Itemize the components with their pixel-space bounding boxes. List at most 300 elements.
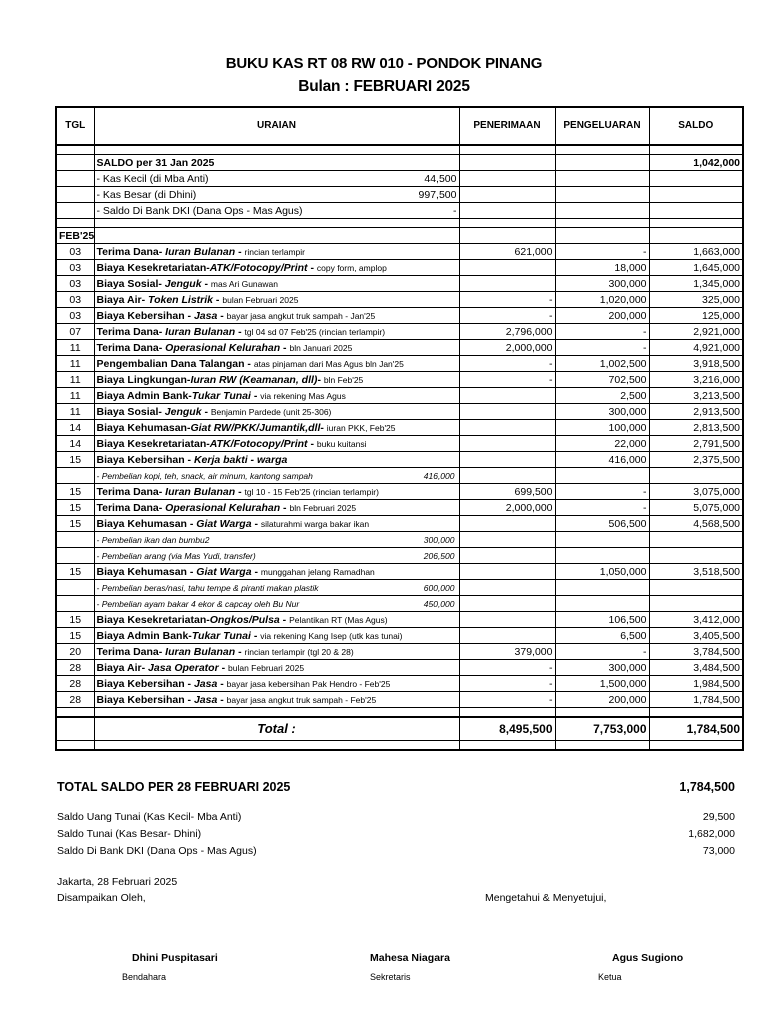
ledger-row (56, 260, 743, 276)
row-saldo: 5,075,000 (649, 500, 743, 516)
row-penerimaan: - (459, 692, 555, 708)
row-item: ATK/Fotocopy/Print (209, 261, 308, 274)
row-item: Tukar Tunai (191, 629, 251, 642)
row-note: iuran PKK, Feb'25 (326, 422, 396, 433)
row-date: 14 (56, 420, 94, 436)
row-penerimaan: - (459, 676, 555, 692)
place-date: Jakarta, 28 Februari 2025 (57, 876, 178, 888)
row-date: 11 (56, 340, 94, 356)
row-category: Biaya Kebersihan - (96, 453, 194, 466)
sub-item-amount: 600,000 (423, 582, 455, 593)
row-saldo: 2,791,500 (649, 436, 743, 452)
row-saldo: 3,518,500 (649, 564, 743, 580)
row-category: Biaya Admin Bank- (96, 389, 192, 402)
col-header-saldo: SALDO (649, 107, 743, 145)
row-description (94, 516, 459, 532)
row-saldo: 325,000 (649, 292, 743, 308)
row-separator: - (235, 645, 245, 658)
row-note: mas Ari Gunawan (210, 278, 278, 289)
row-note: Pelantikan RT (Mas Agus) (289, 614, 388, 625)
row-separator: - (201, 405, 211, 418)
row-penerimaan (459, 420, 555, 436)
signer-role-ketua: Ketua (598, 972, 622, 982)
row-saldo: 4,921,000 (649, 340, 743, 356)
row-separator: - (244, 357, 254, 370)
row-description (94, 244, 459, 260)
row-date: 15 (56, 516, 94, 532)
sub-item-row (56, 548, 743, 564)
row-penerimaan: - (459, 372, 555, 388)
row-category: Biaya Air- (96, 661, 149, 674)
ledger-row (56, 404, 743, 420)
row-penerimaan (459, 388, 555, 404)
row-separator: - (235, 245, 245, 258)
ledger-row (56, 308, 743, 324)
document-subtitle: Bulan : FEBRUARI 2025 (298, 78, 470, 95)
row-item: Iuran Bulanan (165, 325, 236, 338)
header-row (56, 107, 743, 145)
row-separator: - (213, 293, 223, 306)
row-category: Biaya Admin Bank- (96, 629, 192, 642)
row-separator: - (217, 677, 227, 690)
row-saldo: 3,405,500 (649, 628, 743, 644)
row-note: tgl 04 sd 07 Feb'25 (rincian terlampir) (244, 326, 386, 337)
row-item: Giat Warga (196, 565, 252, 578)
row-description (94, 404, 459, 420)
row-note: bayar jasa angkut truk sampah - Jan'25 (226, 310, 376, 321)
row-date: 03 (56, 260, 94, 276)
sub-item-row (56, 468, 743, 484)
row-pengeluaran: - (555, 324, 649, 340)
row-saldo: 3,216,000 (649, 372, 743, 388)
row-item: Giat Warga (196, 517, 252, 530)
sub-item-row (56, 596, 743, 612)
ledger-row (56, 564, 743, 580)
row-date: 15 (56, 628, 94, 644)
row-separator: - (320, 421, 327, 434)
total-label: Total : (94, 717, 459, 741)
ledger-row (56, 676, 743, 692)
summary-line-amount: 73,000 (702, 845, 735, 857)
row-penerimaan (459, 260, 555, 276)
opening-label: SALDO per 31 Jan 2025 (94, 155, 459, 171)
row-pengeluaran: 6,500 (555, 628, 649, 644)
row-separator: - (250, 629, 261, 642)
row-separator: - (317, 373, 324, 386)
total-pengeluaran: 7,753,000 (555, 717, 649, 741)
row-saldo: 4,568,500 (649, 516, 743, 532)
row-category: Terima Dana- (96, 485, 166, 498)
row-pengeluaran: 300,000 (555, 660, 649, 676)
row-saldo: 1,345,000 (649, 276, 743, 292)
row-saldo: 3,412,000 (649, 612, 743, 628)
row-date: 11 (56, 388, 94, 404)
ledger-row (56, 356, 743, 372)
blank-row (56, 708, 743, 718)
row-description (94, 500, 459, 516)
ledger-row (56, 340, 743, 356)
row-category: Terima Dana- (96, 325, 166, 338)
row-pengeluaran: - (555, 644, 649, 660)
row-category: Biaya Kehumasan- (96, 421, 191, 434)
sub-item-desc: - Pembelian arang (via Mas Yudi, transfer) (96, 550, 256, 561)
ledger-row (56, 628, 743, 644)
row-date: 28 (56, 660, 94, 676)
ledger-row (56, 516, 743, 532)
opening-saldo: 1,042,000 (649, 155, 743, 171)
row-description (94, 452, 459, 468)
section-label: FEB'25 (56, 228, 94, 244)
row-pengeluaran: 100,000 (555, 420, 649, 436)
ledger-row (56, 420, 743, 436)
row-description (94, 644, 459, 660)
row-item: Iuran Bulanan (165, 245, 236, 258)
row-separator: - (250, 389, 261, 402)
row-saldo: 3,918,500 (649, 356, 743, 372)
row-category: Biaya Kebersihan - (96, 693, 194, 706)
row-saldo: 2,813,500 (649, 420, 743, 436)
total-penerimaan: 8,495,500 (459, 717, 555, 741)
opening-item-label: - Kas Kecil (di Mba Anti) (96, 172, 209, 185)
ledger-row (56, 436, 743, 452)
row-penerimaan (459, 564, 555, 580)
blank-row (56, 741, 743, 751)
row-penerimaan: 379,000 (459, 644, 555, 660)
row-separator: - (235, 325, 245, 338)
row-item: Tukar Tunai (191, 389, 251, 402)
row-pengeluaran: 22,000 (555, 436, 649, 452)
summary-line-label: Saldo Tunai (Kas Besar- Dhini) (57, 828, 202, 840)
row-pengeluaran: - (555, 500, 649, 516)
row-penerimaan: 699,500 (459, 484, 555, 500)
row-separator: - (280, 501, 290, 514)
row-item: Operasional Kelurahan (165, 341, 281, 354)
row-item: Iuran Bulanan (165, 485, 236, 498)
row-description (94, 260, 459, 276)
row-separator: - (280, 341, 290, 354)
row-date: 03 (56, 292, 94, 308)
sub-item-desc: - Pembelian ayam bakar 4 ekor & capcay oleh Bu Nur (96, 598, 300, 609)
opening-row (56, 155, 743, 171)
row-pengeluaran: 2,500 (555, 388, 649, 404)
row-pengeluaran: - (555, 484, 649, 500)
row-date: 11 (56, 372, 94, 388)
row-pengeluaran: 200,000 (555, 308, 649, 324)
row-item: Kerja bakti - warga (193, 453, 288, 466)
row-date: 28 (56, 676, 94, 692)
row-separator: - (307, 261, 317, 274)
row-category: Biaya Kebersihan - (96, 677, 194, 690)
row-category: Biaya Kesekretariatan- (96, 261, 210, 274)
row-penerimaan: - (459, 660, 555, 676)
row-separator: - (217, 309, 227, 322)
row-pengeluaran: - (555, 244, 649, 260)
row-saldo: 1,784,500 (649, 692, 743, 708)
summary-total: 1,784,500 (679, 780, 735, 794)
approved-label: Mengetahui & Menyetujui, (485, 892, 607, 904)
row-date: 20 (56, 644, 94, 660)
row-penerimaan (459, 628, 555, 644)
row-penerimaan (459, 452, 555, 468)
opening-item-label: - Saldo Di Bank DKI (Dana Ops - Mas Agus) (96, 204, 303, 217)
row-note: silaturahmi warga bakar ikan (260, 518, 370, 529)
row-note: atas pinjaman dari Mas Agus bln Jan'25 (253, 358, 404, 369)
row-penerimaan (459, 436, 555, 452)
row-description (94, 356, 459, 372)
sub-item-amount: 300,000 (423, 534, 455, 545)
row-category: Terima Dana- (96, 341, 166, 354)
row-category: Pengembalian Dana Talangan (96, 357, 245, 370)
signer-name-bendahara: Dhini Puspitasari (132, 952, 218, 964)
row-pengeluaran: 1,002,500 (555, 356, 649, 372)
ledger-row (56, 324, 743, 340)
row-pengeluaran: 300,000 (555, 276, 649, 292)
row-pengeluaran: 200,000 (555, 692, 649, 708)
sub-item-amount: 206,500 (423, 550, 455, 561)
row-penerimaan (459, 516, 555, 532)
row-saldo: 2,913,500 (649, 404, 743, 420)
summary-line-amount: 1,682,000 (688, 828, 735, 840)
row-penerimaan (459, 612, 555, 628)
row-description (94, 692, 459, 708)
row-note: munggahan jelang Ramadhan (260, 566, 375, 577)
row-penerimaan: 2,796,000 (459, 324, 555, 340)
row-pengeluaran: 106,500 (555, 612, 649, 628)
row-pengeluaran: 18,000 (555, 260, 649, 276)
row-item: Jenguk (164, 405, 202, 418)
signer-name-sekretaris: Mahesa Niagara (370, 952, 450, 964)
opening-item (56, 171, 743, 187)
row-saldo: 3,213,500 (649, 388, 743, 404)
blank-row (56, 219, 743, 228)
signer-role-sekretaris: Sekretaris (370, 972, 411, 982)
ledger-row (56, 644, 743, 660)
row-category: Biaya Sosial- (96, 277, 165, 290)
row-pengeluaran: 1,500,000 (555, 676, 649, 692)
row-penerimaan: - (459, 292, 555, 308)
ledger-row (56, 244, 743, 260)
col-header-pengeluaran: PENGELUARAN (555, 107, 649, 145)
ledger-row (56, 484, 743, 500)
row-category: Biaya Kebersihan - (96, 309, 194, 322)
row-note: bayar jasa kebersihan Pak Hendro - Feb'25 (226, 678, 391, 689)
sub-item-amount: 450,000 (423, 598, 455, 609)
row-item: Jasa (193, 677, 218, 690)
row-date: 15 (56, 500, 94, 516)
row-description (94, 324, 459, 340)
opening-item-amount: 997,500 (418, 188, 457, 201)
row-separator: - (217, 693, 227, 706)
sub-item-desc: - Pembelian kopi, teh, snack, air minum, kantong sampah (96, 470, 313, 481)
col-header-uraian: URAIAN (94, 107, 459, 145)
row-item: Operasional Kelurahan (165, 501, 281, 514)
row-note: copy form, amplop (316, 262, 387, 273)
row-category: Biaya Lingkungan- (96, 373, 191, 386)
row-item: Jasa Operator (148, 661, 219, 674)
summary-title: TOTAL SALDO PER 28 FEBRUARI 2025 (57, 780, 291, 794)
signer-name-ketua: Agus Sugiono (612, 952, 684, 964)
row-note: rincian terlampir (tgl 20 & 28) (244, 646, 354, 657)
row-description (94, 628, 459, 644)
row-item: Iuran Bulanan (165, 645, 236, 658)
row-separator: - (235, 485, 245, 498)
row-note: Benjamin Pardede (unit 25-306) (210, 406, 332, 417)
row-description (94, 340, 459, 356)
summary-line-label: Saldo Uang Tunai (Kas Kecil- Mba Anti) (57, 811, 242, 823)
row-penerimaan: 2,000,000 (459, 340, 555, 356)
opening-item-amount: 44,500 (424, 172, 457, 185)
row-date: 15 (56, 484, 94, 500)
ledger-row (56, 276, 743, 292)
row-penerimaan: - (459, 356, 555, 372)
row-description (94, 292, 459, 308)
row-item: Iuran RW (Keamanan, dll) (190, 373, 318, 386)
row-saldo: 2,921,000 (649, 324, 743, 340)
row-description (94, 612, 459, 628)
row-description (94, 388, 459, 404)
row-category: Biaya Kesekretariatan- (96, 437, 210, 450)
document-title: BUKU KAS RT 08 RW 010 - PONDOK PINANG (225, 55, 543, 72)
row-pengeluaran: 702,500 (555, 372, 649, 388)
ledger-row (56, 292, 743, 308)
ledger-row (56, 660, 743, 676)
row-note: via rekening Mas Agus (260, 390, 346, 401)
row-note: bln Januari 2025 (289, 342, 353, 353)
row-date: 11 (56, 404, 94, 420)
total-saldo: 1,784,500 (649, 717, 743, 741)
row-pengeluaran: 416,000 (555, 452, 649, 468)
row-penerimaan: 2,000,000 (459, 500, 555, 516)
col-header-tgl: TGL (56, 107, 94, 145)
row-date: 03 (56, 244, 94, 260)
sub-item-desc: - Pembelian ikan dan bumbu2 (96, 534, 210, 545)
row-saldo: 1,663,000 (649, 244, 743, 260)
sub-item-desc: - Pembelian beras/nasi, tahu tempe & piranti makan plastik (96, 582, 319, 593)
submitted-by-label: Disampaikan Oleh, (57, 892, 146, 904)
ledger-row (56, 388, 743, 404)
row-note: bln Feb'25 (323, 374, 364, 385)
row-penerimaan: 621,000 (459, 244, 555, 260)
row-item: ATK/Fotocopy/Print (209, 437, 308, 450)
row-separator: - (307, 437, 317, 450)
row-category: Terima Dana- (96, 245, 166, 258)
row-description (94, 564, 459, 580)
row-saldo: 3,484,500 (649, 660, 743, 676)
row-separator: - (218, 661, 229, 674)
opening-item-label: - Kas Besar (di Dhini) (96, 188, 197, 201)
row-category: Biaya Kehumasan - (96, 565, 197, 578)
row-penerimaan: - (459, 308, 555, 324)
row-category: Terima Dana- (96, 645, 166, 658)
row-date: 28 (56, 692, 94, 708)
row-description (94, 660, 459, 676)
row-separator: - (201, 277, 211, 290)
row-pengeluaran: - (555, 340, 649, 356)
row-note: via rekening Kang Isep (utk kas tunai) (260, 630, 403, 641)
row-date: 11 (56, 356, 94, 372)
row-date: 14 (56, 436, 94, 452)
row-item: Jasa (193, 693, 218, 706)
row-category: Biaya Kehumasan - (96, 517, 197, 530)
row-date: 15 (56, 452, 94, 468)
row-saldo: 2,375,500 (649, 452, 743, 468)
row-saldo: 1,984,500 (649, 676, 743, 692)
section-row (56, 228, 743, 244)
signer-role-bendahara: Bendahara (122, 972, 167, 982)
total-row (56, 717, 743, 741)
row-separator: - (251, 565, 261, 578)
opening-item-amount: - (453, 204, 457, 217)
row-date: 03 (56, 308, 94, 324)
row-penerimaan (459, 404, 555, 420)
row-note: bulan Februari 2025 (222, 294, 299, 305)
row-pengeluaran: 506,500 (555, 516, 649, 532)
row-pengeluaran: 300,000 (555, 404, 649, 420)
summary-line-label: Saldo Di Bank DKI (Dana Ops - Mas Agus) (57, 845, 257, 857)
row-saldo: 3,784,500 (649, 644, 743, 660)
col-header-penerimaan: PENERIMAAN (459, 107, 555, 145)
row-item: Jasa (193, 309, 218, 322)
row-note: bln Februari 2025 (289, 502, 357, 513)
opening-item (56, 187, 743, 203)
row-note: bulan Februari 2025 (228, 662, 305, 673)
row-note: tgl 10 - 15 Feb'25 (rincian terlampir) (244, 486, 379, 497)
row-item: Giat RW/PKK/Jumantik,dll (190, 421, 321, 434)
row-note: rincian terlampir (244, 246, 305, 257)
ledger-row (56, 372, 743, 388)
blank-row (56, 145, 743, 155)
row-separator: - (279, 613, 290, 626)
row-description (94, 676, 459, 692)
row-date: 03 (56, 276, 94, 292)
row-description (94, 436, 459, 452)
row-item: Ongkos/Pulsa (209, 613, 280, 626)
row-date: 15 (56, 564, 94, 580)
row-note: bayar jasa angkut truk sampah - Feb'25 (226, 694, 377, 705)
row-description (94, 372, 459, 388)
sub-item-amount: 416,000 (423, 470, 455, 481)
row-penerimaan (459, 276, 555, 292)
row-separator: - (251, 517, 261, 530)
row-pengeluaran: 1,020,000 (555, 292, 649, 308)
row-date: 07 (56, 324, 94, 340)
row-pengeluaran: 1,050,000 (555, 564, 649, 580)
row-description (94, 484, 459, 500)
ledger-row (56, 500, 743, 516)
row-description (94, 420, 459, 436)
row-description (94, 276, 459, 292)
ledger-row (56, 452, 743, 468)
row-note: buku kuitansi (316, 438, 367, 449)
row-item: Token Listrik (148, 293, 214, 306)
row-category: Biaya Air- (96, 293, 149, 306)
row-category: Terima Dana- (96, 501, 166, 514)
row-saldo: 125,000 (649, 308, 743, 324)
row-date: 15 (56, 612, 94, 628)
row-saldo: 1,645,000 (649, 260, 743, 276)
opening-item (56, 203, 743, 219)
ledger-table (55, 106, 744, 751)
row-description (94, 308, 459, 324)
row-category: Biaya Kesekretariatan- (96, 613, 210, 626)
sub-item-row (56, 580, 743, 596)
row-item: Jenguk (164, 277, 202, 290)
ledger-row (56, 612, 743, 628)
sub-item-row (56, 532, 743, 548)
ledger-row (56, 692, 743, 708)
row-saldo: 3,075,000 (649, 484, 743, 500)
summary-line-amount: 29,500 (702, 811, 735, 823)
